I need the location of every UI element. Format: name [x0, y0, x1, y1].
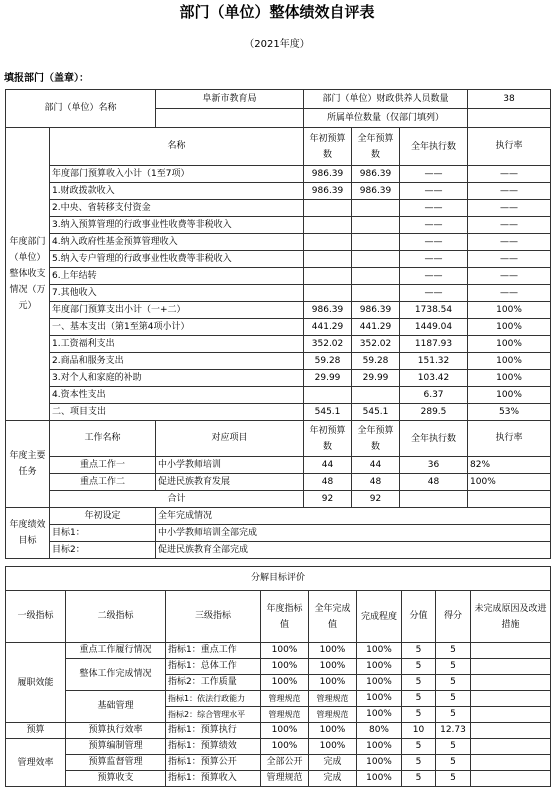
- budget-row-exec: 1738.54: [400, 302, 468, 319]
- budget-row-initial: 29.99: [304, 370, 352, 387]
- budget-row-initial: [304, 268, 352, 285]
- eval-row-target: 100%: [261, 675, 309, 691]
- task-total-row: [6, 491, 551, 508]
- eval-header-degree: 完成程度: [357, 591, 402, 643]
- budget-row-name: 6.上年结转: [50, 268, 304, 285]
- budget-row: [6, 217, 551, 234]
- task-row: [6, 457, 551, 474]
- budget-row-rate: ——: [468, 183, 551, 200]
- eval-header-l2: 二级指标: [66, 591, 166, 643]
- budget-row-name: 3.纳入预算管理的行政事业性收费等非税收入: [50, 217, 304, 234]
- budget-header-exec: 全年执行数: [400, 128, 468, 166]
- task-total-exec: [400, 491, 468, 508]
- eval-row-got: 5: [436, 691, 471, 707]
- dept-name-label: 部门（单位）名称: [6, 90, 156, 128]
- budget-row-full: [352, 200, 400, 217]
- eval-row-degree: 80%: [357, 723, 402, 739]
- budget-row-name: 7.其他收入: [50, 285, 304, 302]
- eval-row-actual: 100%: [309, 643, 357, 659]
- eval-row-got: 5: [436, 659, 471, 675]
- eval-row-actual: 管理规范: [309, 707, 357, 723]
- budget-row-exec: ——: [400, 285, 468, 302]
- goal-row-label: 目标1：: [50, 525, 156, 542]
- budget-row-initial: 441.29: [304, 319, 352, 336]
- goal-row-value: 促进民族教育全部完成: [156, 542, 551, 559]
- eval-row-l3: 指标1：预算执行: [166, 723, 261, 739]
- dept-name-blank: [156, 109, 304, 128]
- budget-row-full: 545.1: [352, 404, 400, 421]
- budget-row-rate: ——: [468, 285, 551, 302]
- goal-row-label: 目标2：: [50, 542, 156, 559]
- eval-header-target: 年度指标值: [261, 591, 309, 643]
- budget-header-name: 名称: [50, 128, 304, 166]
- task-row: [6, 474, 551, 491]
- eval-row-reason: [471, 691, 551, 707]
- budget-row: [6, 166, 551, 183]
- task-row-name: 重点工作一: [50, 457, 156, 474]
- eval-row: [6, 739, 551, 755]
- budget-row-name: 1.财政拨款收入: [50, 183, 304, 200]
- budget-row-rate: ——: [468, 166, 551, 183]
- eval-row: [6, 755, 551, 771]
- eval-row-target: 100%: [261, 643, 309, 659]
- budget-row: [6, 370, 551, 387]
- eval-l1-management: 管理效率: [6, 739, 66, 787]
- eval-row-l3: 指标1：预算收入: [166, 771, 261, 787]
- task-row-full: 44: [352, 457, 400, 474]
- budget-row-name: 1.工资福利支出: [50, 336, 304, 353]
- budget-row-full: 986.39: [352, 166, 400, 183]
- budget-row-initial: 545.1: [304, 404, 352, 421]
- budget-row-rate: 53%: [468, 404, 551, 421]
- budget-row-exec: ——: [400, 234, 468, 251]
- budget-row-name: 2.商品和服务支出: [50, 353, 304, 370]
- eval-row-score: 5: [402, 707, 436, 723]
- tasks-header-initial: 年初预算数: [304, 421, 352, 457]
- eval-row: [6, 643, 551, 659]
- budget-row-initial: [304, 251, 352, 268]
- budget-row-rate: ——: [468, 200, 551, 217]
- eval-header-score: 分值: [402, 591, 436, 643]
- tasks-header-name: 工作名称: [50, 421, 156, 457]
- eval-row-target: 管理规范: [261, 771, 309, 787]
- budget-row-full: 986.39: [352, 183, 400, 200]
- eval-row-reason: [471, 659, 551, 675]
- eval-header-got: 得分: [436, 591, 471, 643]
- budget-row-name: 年度部门预算支出小计（一+二）: [50, 302, 304, 319]
- budget-row-initial: [304, 285, 352, 302]
- task-row-project: 中小学教师培训: [156, 457, 304, 474]
- eval-row-got: 5: [436, 675, 471, 691]
- budget-row-exec: ——: [400, 200, 468, 217]
- task-row-full: 48: [352, 474, 400, 491]
- eval-row-reason: [471, 643, 551, 659]
- budget-row-full: [352, 234, 400, 251]
- eval-row: [6, 771, 551, 787]
- budget-row-name: 4.资本性支出: [50, 387, 304, 404]
- eval-row-score: 10: [402, 723, 436, 739]
- budget-row-initial: 986.39: [304, 183, 352, 200]
- eval-row-target: 100%: [261, 739, 309, 755]
- eval-row-actual: 完成: [309, 771, 357, 787]
- eval-row-l2: 预算收支: [66, 771, 166, 787]
- budget-row-name: 3.对个人和家庭的补助: [50, 370, 304, 387]
- budget-row-exec: 6.37: [400, 387, 468, 404]
- eval-row-degree: 100%: [357, 691, 402, 707]
- eval-row-reason: [471, 723, 551, 739]
- budget-row-exec: 1449.04: [400, 319, 468, 336]
- task-row-rate: 82%: [468, 457, 551, 474]
- eval-row-score: 5: [402, 755, 436, 771]
- budget-row: [6, 268, 551, 285]
- task-row-project: 促进民族教育发展: [156, 474, 304, 491]
- goals-side-label: 年度绩效目标: [6, 508, 50, 559]
- budget-row-exec: ——: [400, 217, 468, 234]
- sub-unit-count-label: 所属单位数量（仅部门填列）: [304, 109, 468, 128]
- budget-row-initial: 352.02: [304, 336, 352, 353]
- eval-row-got: 5: [436, 707, 471, 723]
- staff-count-value: 38: [468, 90, 551, 109]
- task-row-initial: 44: [304, 457, 352, 474]
- budget-row-initial: [304, 200, 352, 217]
- eval-row-got: 5: [436, 755, 471, 771]
- eval-row-l3: 指标1：总体工作: [166, 659, 261, 675]
- budget-row: [6, 404, 551, 421]
- eval-row-l3: 指标1：依法行政能力: [166, 691, 261, 707]
- task-row-rate: 100%: [468, 474, 551, 491]
- staff-count-label: 部门（单位）财政供养人员数量: [304, 90, 468, 109]
- eval-row-actual: 完成: [309, 755, 357, 771]
- eval-row-l3: 指标1：重点工作: [166, 643, 261, 659]
- eval-row-got: 5: [436, 643, 471, 659]
- eval-header-l1: 一级指标: [6, 591, 66, 643]
- eval-row-score: 5: [402, 675, 436, 691]
- budget-row-exec: ——: [400, 183, 468, 200]
- budget-row: [6, 200, 551, 217]
- eval-row-degree: 100%: [357, 643, 402, 659]
- budget-row-initial: [304, 387, 352, 404]
- budget-row-initial: [304, 234, 352, 251]
- tasks-side-label: 年度主要任务: [6, 421, 50, 508]
- eval-row-reason: [471, 771, 551, 787]
- budget-row-exec: ——: [400, 251, 468, 268]
- budget-row-full: [352, 268, 400, 285]
- budget-row-rate: 100%: [468, 302, 551, 319]
- task-total-initial: 92: [304, 491, 352, 508]
- eval-row-reason: [471, 755, 551, 771]
- budget-row-rate: ——: [468, 217, 551, 234]
- budget-row-name: 5.纳入专户管理的行政事业性收费等非税收入: [50, 251, 304, 268]
- report-year: （2021年度）: [244, 39, 310, 50]
- eval-row-reason: [471, 739, 551, 755]
- budget-row-full: 352.02: [352, 336, 400, 353]
- eval-row-score: 5: [402, 771, 436, 787]
- budget-row-exec: 103.42: [400, 370, 468, 387]
- budget-row: [6, 234, 551, 251]
- budget-row-initial: 59.28: [304, 353, 352, 370]
- eval-row-score: 5: [402, 691, 436, 707]
- eval-row-score: 5: [402, 739, 436, 755]
- eval-header-actual: 全年完成值: [309, 591, 357, 643]
- budget-row-name: 2.中央、省转移支付资金: [50, 200, 304, 217]
- budget-row: [6, 285, 551, 302]
- eval-row-degree: 100%: [357, 771, 402, 787]
- budget-row-initial: 986.39: [304, 302, 352, 319]
- goals-head-value: 全年完成情况: [156, 508, 551, 525]
- sub-unit-count-value: [468, 109, 551, 128]
- eval-row-degree: 100%: [357, 755, 402, 771]
- budget-header-rate: 执行率: [468, 128, 551, 166]
- eval-row-target: 100%: [261, 723, 309, 739]
- budget-row-full: 29.99: [352, 370, 400, 387]
- budget-row: [6, 183, 551, 200]
- budget-row-exec: 151.32: [400, 353, 468, 370]
- eval-row-l3: 指标2：工作质量: [166, 675, 261, 691]
- target-evaluation-table: [5, 566, 551, 787]
- budget-row-name: 二、项目支出: [50, 404, 304, 421]
- eval-row-actual: 100%: [309, 739, 357, 755]
- budget-row-rate: 100%: [468, 387, 551, 404]
- budget-row-exec: ——: [400, 166, 468, 183]
- goal-row: [6, 542, 551, 559]
- eval-l1-budget: 预算: [6, 723, 66, 739]
- budget-row-rate: ——: [468, 251, 551, 268]
- task-total-label: 合计: [50, 491, 304, 508]
- tasks-header-full: 全年预算数: [352, 421, 400, 457]
- eval-row-l2: 预算执行效率: [66, 723, 166, 739]
- eval-row-degree: 100%: [357, 707, 402, 723]
- eval-header-reason: 未完成原因及改进措施: [471, 591, 551, 643]
- eval-row-got: 12.73: [436, 723, 471, 739]
- eval-row-actual: 管理规范: [309, 691, 357, 707]
- eval-row-actual: 100%: [309, 659, 357, 675]
- budget-row-full: [352, 251, 400, 268]
- task-total-rate: [468, 491, 551, 508]
- eval-row-degree: 100%: [357, 659, 402, 675]
- budget-row-rate: 100%: [468, 319, 551, 336]
- eval-row-target: 全部公开: [261, 755, 309, 771]
- eval-row-l3: 指标1：预算公开: [166, 755, 261, 771]
- budget-row-name: 4.纳入政府性基金预算管理收入: [50, 234, 304, 251]
- budget-row-full: [352, 217, 400, 234]
- goals-head-label: 年初设定: [50, 508, 156, 525]
- eval-row-l2: 重点工作履行情况: [66, 643, 166, 659]
- budget-row: [6, 353, 551, 370]
- self-evaluation-table: [5, 89, 551, 559]
- goal-row: [6, 525, 551, 542]
- budget-header-initial: 年初预算数: [304, 128, 352, 166]
- budget-side-label: 年度部门（单位）整体收支情况（万元）: [6, 128, 50, 421]
- eval-row-actual: 100%: [309, 723, 357, 739]
- eval-row-l2: 基础管理: [66, 691, 166, 723]
- budget-row-rate: 100%: [468, 336, 551, 353]
- task-row-exec: 48: [400, 474, 468, 491]
- budget-row: [6, 251, 551, 268]
- tasks-header-rate: 执行率: [468, 421, 551, 457]
- dept-name-value: 阜新市教育局: [156, 90, 304, 109]
- eval-row-reason: [471, 707, 551, 723]
- task-total-full: 92: [352, 491, 400, 508]
- eval-row-l3: 指标2：综合管理水平: [166, 707, 261, 723]
- budget-row-initial: 986.39: [304, 166, 352, 183]
- eval-row-l2: 预算监督管理: [66, 755, 166, 771]
- budget-row: [6, 336, 551, 353]
- budget-row-full: 986.39: [352, 302, 400, 319]
- budget-row-name: 一、基本支出（第1至第4项小计）: [50, 319, 304, 336]
- tasks-header-exec: 全年执行数: [400, 421, 468, 457]
- tasks-header-project: 对应项目: [156, 421, 304, 457]
- eval-row-target: 100%: [261, 659, 309, 675]
- eval-row: [6, 691, 551, 707]
- goal-row-value: 中小学教师培训全部完成: [156, 525, 551, 542]
- eval-row-score: 5: [402, 643, 436, 659]
- budget-row-rate: 100%: [468, 353, 551, 370]
- eval-row-l2: 预算编制管理: [66, 739, 166, 755]
- budget-row-rate: 100%: [468, 370, 551, 387]
- budget-row-exec: 289.5: [400, 404, 468, 421]
- budget-row-name: 年度部门预算收入小计（1至7项）: [50, 166, 304, 183]
- budget-row-full: 441.29: [352, 319, 400, 336]
- eval-row-l2: 整体工作完成情况: [66, 659, 166, 691]
- eval-row-degree: 100%: [357, 675, 402, 691]
- budget-row-full: [352, 285, 400, 302]
- eval-row-target: 管理规范: [261, 707, 309, 723]
- budget-row-full: 59.28: [352, 353, 400, 370]
- eval-row-got: 5: [436, 771, 471, 787]
- eval-row: [6, 659, 551, 675]
- budget-row-exec: 1187.93: [400, 336, 468, 353]
- budget-row-full: [352, 387, 400, 404]
- page-title: 部门（单位）整体绩效自评表: [179, 3, 375, 21]
- eval-header-l3: 三级指标: [166, 591, 261, 643]
- budget-row: [6, 302, 551, 319]
- eval-row-degree: 100%: [357, 739, 402, 755]
- budget-row-rate: ——: [468, 268, 551, 285]
- eval-row-got: 5: [436, 739, 471, 755]
- eval-l1-performance: 履职效能: [6, 643, 66, 723]
- budget-row: [6, 319, 551, 336]
- task-row-name: 重点工作二: [50, 474, 156, 491]
- task-row-initial: 48: [304, 474, 352, 491]
- filler-department-label: 填报部门（盖章）：: [4, 73, 89, 84]
- eval-row-l3: 指标1：预算绩效: [166, 739, 261, 755]
- budget-header-full: 全年预算数: [352, 128, 400, 166]
- budget-row-exec: ——: [400, 268, 468, 285]
- budget-row: [6, 387, 551, 404]
- task-row-exec: 36: [400, 457, 468, 474]
- eval-row: [6, 723, 551, 739]
- budget-row-initial: [304, 217, 352, 234]
- eval-row-actual: 100%: [309, 675, 357, 691]
- eval-row-reason: [471, 675, 551, 691]
- eval-row-score: 5: [402, 659, 436, 675]
- eval-title: 分解目标评价: [6, 567, 551, 591]
- eval-row-target: 管理规范: [261, 691, 309, 707]
- budget-row-rate: ——: [468, 234, 551, 251]
